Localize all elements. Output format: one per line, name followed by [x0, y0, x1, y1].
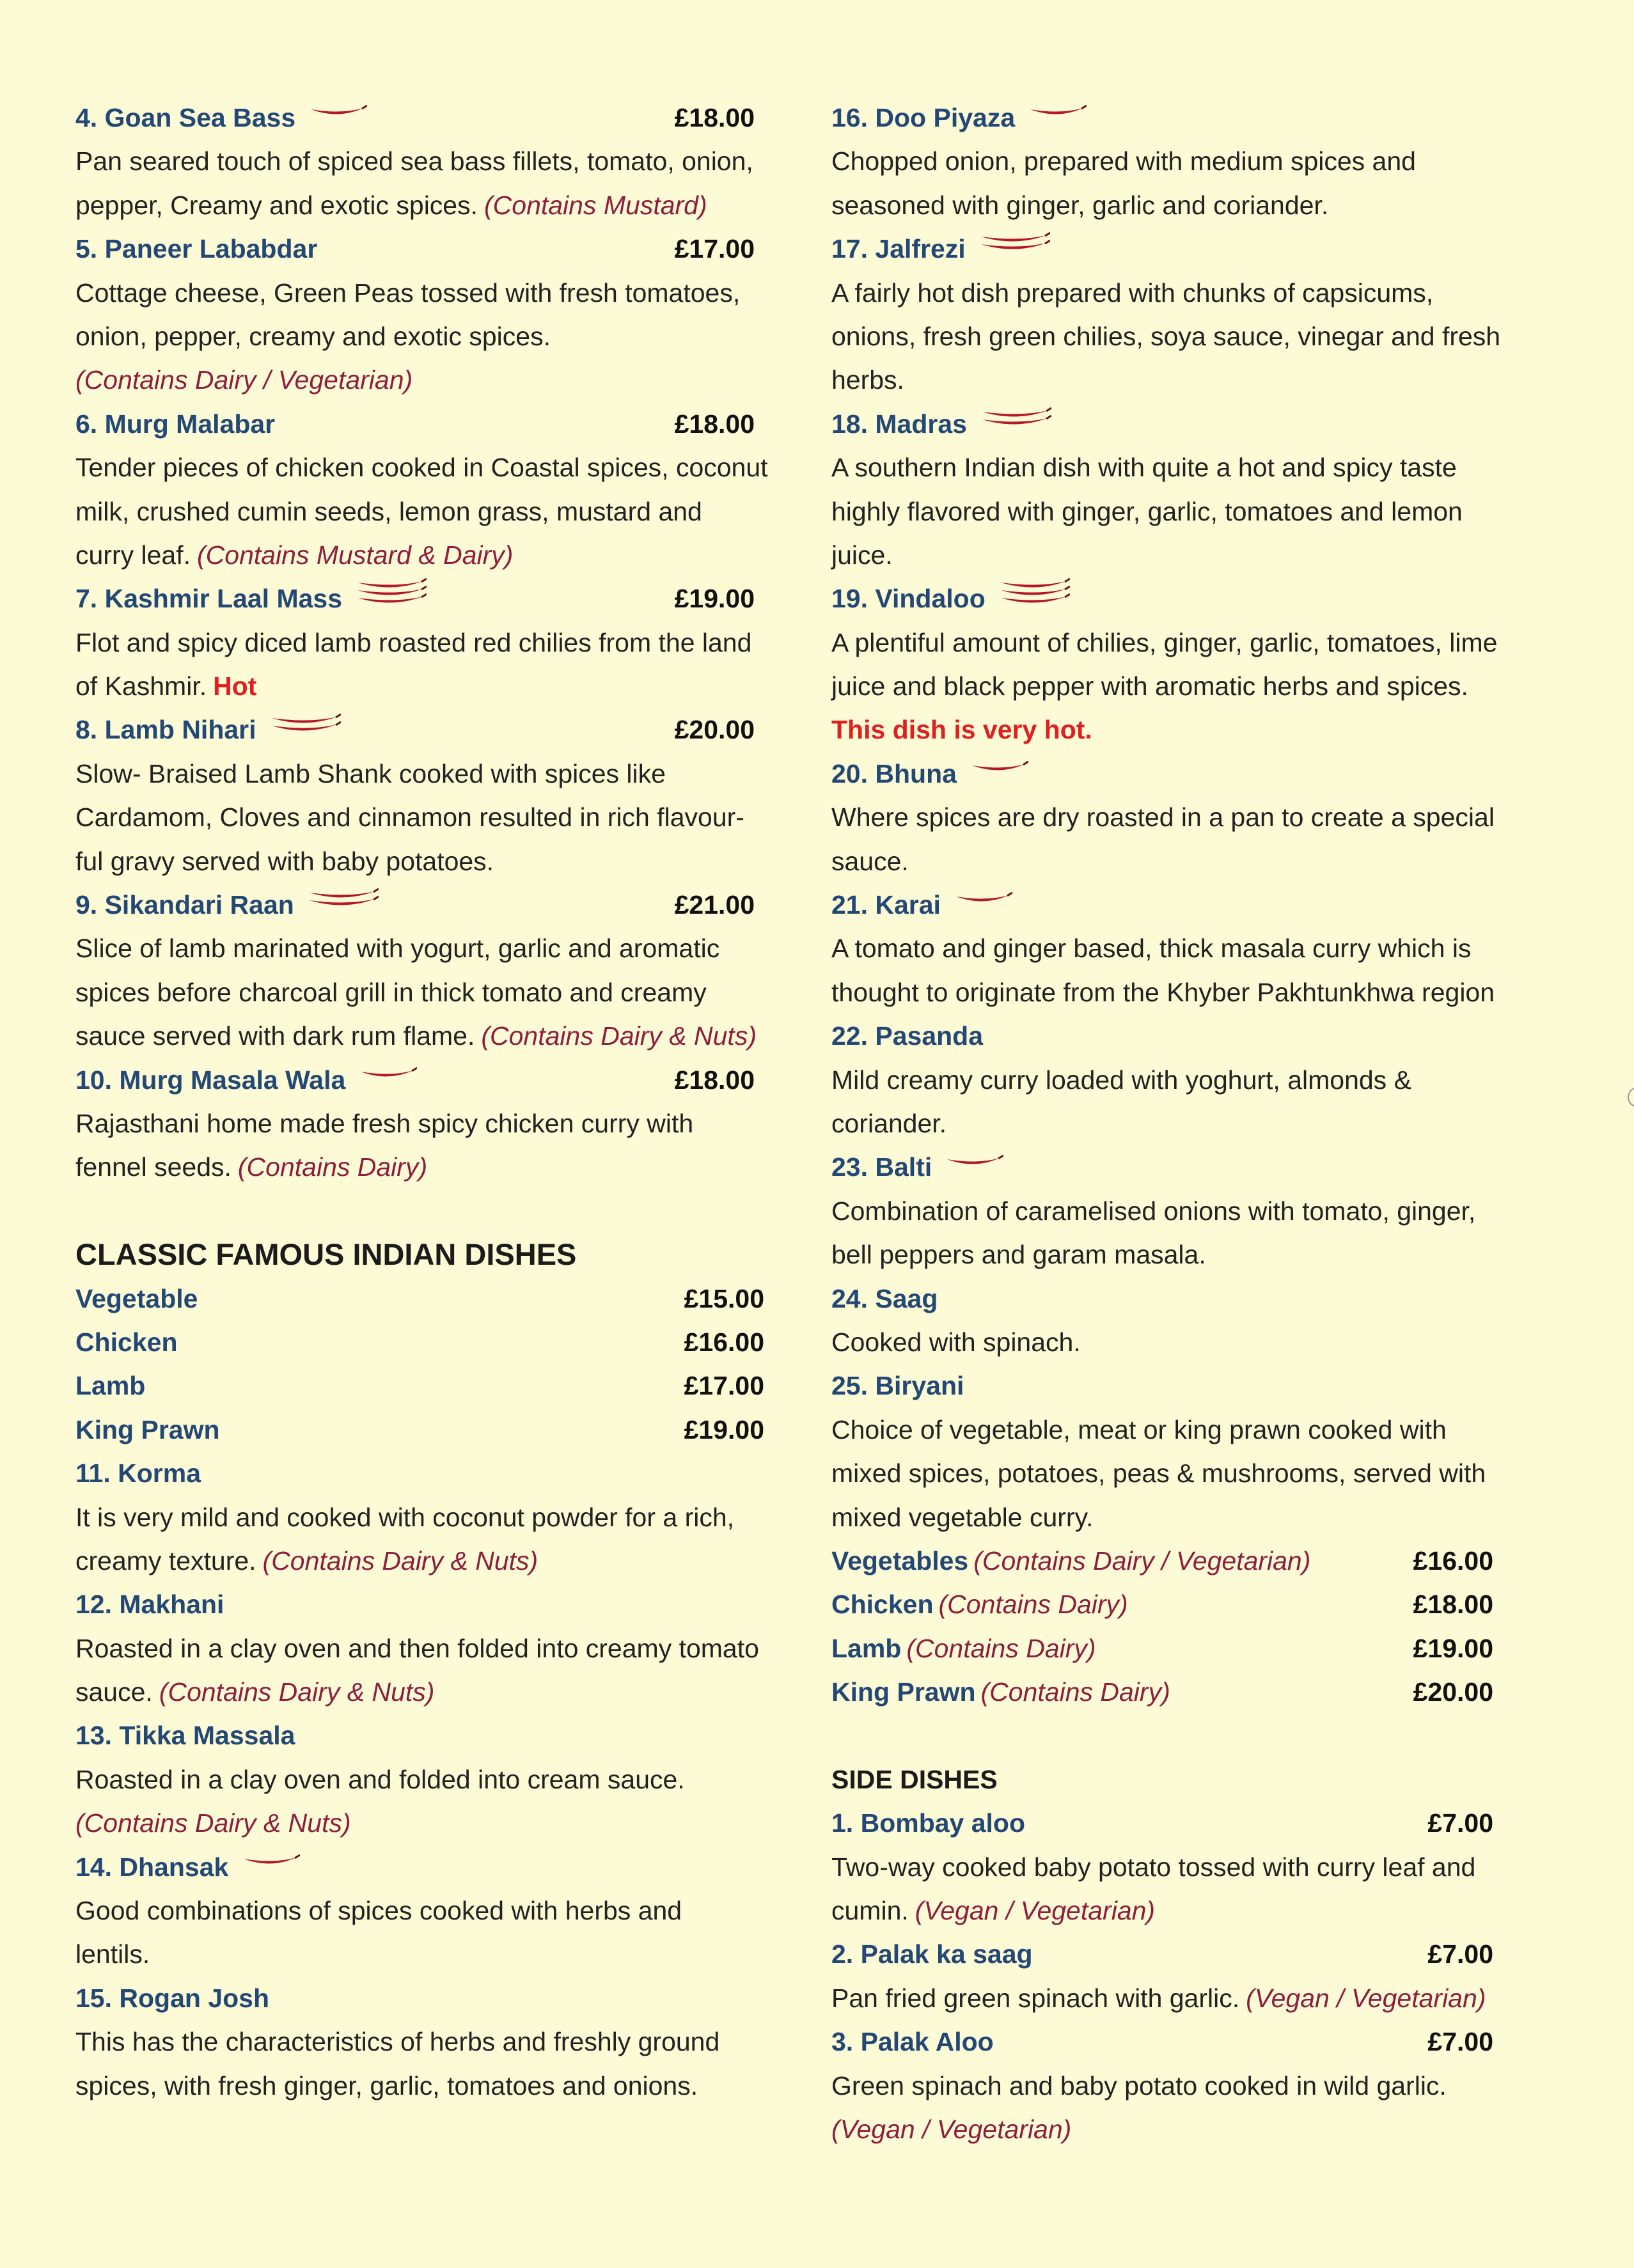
dish-description-line	[831, 2108, 1493, 2151]
description-text: curry leaf.	[75, 540, 191, 570]
price-value: £17.00	[684, 1371, 764, 1401]
dish-description-line	[831, 315, 1501, 358]
description-text: sauce served with dark rum flame.	[75, 1021, 475, 1051]
menu-item-header	[75, 402, 755, 446]
chili-icon	[955, 891, 1012, 908]
description-text: lentils.	[75, 1939, 150, 1969]
menu-item-header	[831, 1932, 1493, 1976]
menu-item-header	[75, 1451, 755, 1495]
description-text: Chopped onion, prepared with medium spices and	[831, 146, 1416, 176]
description-text: Combination of caramelised onions with tomato, ginger,	[831, 1196, 1476, 1226]
dish-description-line	[831, 446, 1493, 489]
dish-description-line	[75, 840, 755, 883]
dish-description-line	[75, 664, 755, 708]
description-text: herbs.	[831, 365, 904, 395]
right-column	[831, 96, 1501, 2151]
dish-title: 9. Sikandari Raan	[75, 890, 294, 920]
menu-item-header	[75, 1976, 755, 2020]
dish-description-line	[75, 621, 755, 664]
dish-description-line	[75, 927, 755, 970]
dish-title: 2. Palak ka saag	[831, 1939, 1033, 1969]
description-text: pepper, Creamy and exotic spices.	[75, 190, 478, 220]
dish-description-line	[75, 1889, 755, 1932]
allergen-note: (Contains Dairy)	[980, 1677, 1170, 1707]
allergen-note: (Contains Dairy & Nuts)	[262, 1545, 538, 1576]
chili-icon	[271, 713, 341, 737]
dish-title: 14. Dhansak	[75, 1852, 229, 1882]
description-text: thought to originate from the Khyber Pakhtunkhwa region	[831, 977, 1495, 1007]
biryani-price-row	[831, 1670, 1493, 1714]
allergen-note: (Contains Dairy & Nuts)	[481, 1021, 757, 1051]
dish-title: 13. Tikka Massala	[75, 1721, 295, 1751]
section-heading: SIDE DISHES	[831, 1764, 998, 1794]
allergen-note: (Contains Dairy)	[938, 1590, 1128, 1620]
price-value: £15.00	[684, 1283, 764, 1313]
description-text: mixed vegetable curry.	[831, 1502, 1094, 1532]
menu-item-header	[831, 96, 1493, 139]
dish-description-line	[75, 1539, 755, 1583]
menu-item-header	[831, 227, 1493, 270]
dish-title: 16. Doo Piyaza	[831, 103, 1016, 132]
description-text: onion, pepper, creamy and exotic spices.	[75, 321, 551, 351]
dish-title: 3. Palak Aloo	[831, 2027, 994, 2057]
dish-description-line	[831, 840, 1493, 883]
description-text: Cardamom, Cloves and cinnamon resulted in rich flavour-	[75, 802, 744, 833]
dish-description-line	[831, 1102, 1493, 1145]
dish-description-line	[831, 358, 1493, 402]
price-label: Chicken	[75, 1327, 178, 1357]
price-value: £20.00	[1413, 1677, 1493, 1707]
dish-description-line	[75, 358, 755, 402]
dish-description-line	[75, 1496, 755, 1539]
description-text: sauce.	[75, 1677, 153, 1707]
dish-description-line	[831, 1189, 1493, 1233]
price-value: £16.00	[1413, 1545, 1493, 1576]
menu-item-header	[75, 883, 755, 927]
dish-description-line	[75, 752, 755, 795]
chili-icon	[242, 1854, 300, 1870]
dish-title: 22. Pasanda	[831, 1021, 984, 1051]
allergen-note: (Contains Dairy & Nuts)	[159, 1677, 435, 1707]
description-text: ful gravy served with baby potatoes.	[75, 846, 494, 876]
hot-label: This dish is very hot.	[831, 715, 1092, 745]
dish-description-line	[831, 184, 1493, 227]
dish-title: 11. Korma	[75, 1459, 201, 1489]
dish-description-line	[75, 1801, 755, 1845]
allergen-note: (Contains Dairy)	[237, 1152, 428, 1182]
dish-description-line	[831, 1233, 1493, 1276]
description-text: creamy texture.	[75, 1545, 256, 1576]
dish-description-line	[75, 490, 755, 533]
dish-description-line	[831, 2064, 1493, 2108]
dish-price: £7.00	[1427, 1808, 1493, 1838]
allergen-note: (Contains Mustard)	[484, 190, 707, 220]
allergen-note: (Contains Dairy / Vegetarian)	[75, 365, 413, 395]
dish-description-line	[831, 1845, 1493, 1889]
dish-title: 19. Vindaloo	[831, 584, 986, 614]
description-text: spices before charcoal grill in thick tomato and creamy	[75, 977, 707, 1007]
dish-description-line	[831, 971, 1493, 1014]
price-label: Lamb	[831, 1633, 902, 1663]
price-label: King Prawn	[75, 1414, 220, 1444]
dish-title: 17. Jalfrezi	[831, 234, 966, 264]
dish-title: 6. Murg Malabar	[75, 409, 276, 439]
dish-description-line	[75, 795, 755, 839]
section-heading: CLASSIC FAMOUS INDIAN DISHES	[75, 1237, 577, 1272]
dish-description-line	[75, 1627, 759, 1670]
description-text: Cottage cheese, Green Peas tossed with fresh tomatoes,	[75, 278, 741, 308]
section-spacer	[831, 1714, 1493, 1757]
menu-item-header	[831, 752, 1493, 795]
dish-description-line	[75, 533, 755, 577]
dish-title: 25. Biryani	[831, 1371, 964, 1401]
description-text: Rajasthani home made fresh spicy chicken curry with	[75, 1108, 694, 1138]
price-label: Lamb	[75, 1371, 146, 1401]
dish-title: 4. Goan Sea Bass	[75, 103, 296, 132]
description-text: coriander.	[831, 1108, 947, 1138]
menu-item-header	[831, 1145, 1493, 1189]
description-text: highly flavored with ginger, garlic, tomatoes and lemon	[831, 496, 1463, 526]
description-text: A tomato and ginger based, thick masala curry which is	[831, 934, 1472, 964]
menu-item-header	[75, 227, 755, 270]
dish-description-line	[831, 621, 1498, 664]
dish-description-line	[831, 664, 1493, 708]
dish-description-line	[831, 927, 1493, 970]
price-label: King Prawn	[831, 1677, 976, 1707]
description-text: Green spinach and baby potato cooked in wild garlic.	[831, 2070, 1447, 2100]
dish-description-line	[75, 971, 755, 1014]
description-text: A fairly hot dish prepared with chunks of capsicums,	[831, 278, 1434, 308]
description-text: Roasted in a clay oven and then folded into creamy tomato	[75, 1633, 759, 1663]
dish-description-line	[831, 1451, 1493, 1495]
description-text: fennel seeds.	[75, 1152, 232, 1182]
section-spacer	[75, 1189, 755, 1233]
dish-title: 23. Balti	[831, 1152, 932, 1182]
dish-price: £18.00	[674, 409, 755, 439]
description-text: sauce.	[831, 846, 909, 876]
dish-title: 24. Saag	[831, 1283, 938, 1313]
chili-icon	[308, 888, 379, 912]
dish-description-line	[831, 1889, 1493, 1932]
dish-description-line	[831, 708, 1493, 751]
menu-item-header	[831, 1364, 1493, 1407]
dish-description-line	[75, 1014, 755, 1058]
price-label: Vegetables	[831, 1545, 969, 1576]
menu-item-header	[831, 883, 1493, 927]
chili-icon	[1029, 104, 1087, 121]
description-text: Slow- Braised Lamb Shank cooked with spices like	[75, 758, 666, 788]
description-text: mixed spices, potatoes, peas & mushrooms, served with	[831, 1459, 1486, 1489]
description-text: Choice of vegetable, meat or king prawn cooked with	[831, 1414, 1447, 1444]
dish-price: £7.00	[1427, 1939, 1493, 1969]
description-text: seasoned with ginger, garlic and coriander.	[831, 190, 1329, 220]
dish-description-line	[75, 139, 755, 183]
dish-price: £21.00	[674, 890, 755, 920]
chili-icon	[980, 231, 1050, 256]
description-text: Cooked with spinach.	[831, 1327, 1081, 1357]
dish-price: £20.00	[674, 715, 755, 745]
menu-item-header	[75, 1714, 755, 1757]
price-row	[75, 1408, 764, 1451]
menu-item-header	[831, 1014, 1493, 1058]
dish-description-line	[831, 1320, 1493, 1364]
description-text: It is very mild and cooked with coconut powder for a rich,	[75, 1502, 735, 1532]
dish-description-line	[75, 184, 755, 227]
menu-item-header	[831, 2020, 1493, 2063]
description-text: Flot and spicy diced lamb roasted red chilies from the land	[75, 627, 752, 657]
allergen-note: (Contains Dairy)	[906, 1633, 1096, 1663]
description-text: A plentiful amount of chilies, ginger, garlic, tomatoes, lime	[831, 627, 1498, 657]
dish-title: 1. Bombay aloo	[831, 1808, 1026, 1838]
description-text: Where spices are dry roasted in a pan to create a special	[831, 802, 1495, 833]
description-text: milk, crushed cumin seeds, lemon grass, mustard and	[75, 496, 702, 526]
price-value: £19.00	[684, 1414, 764, 1444]
dish-description-line	[831, 1976, 1493, 2020]
chili-icon	[946, 1154, 1003, 1171]
dish-description-line	[75, 446, 768, 489]
dish-description-line	[831, 795, 1493, 839]
chili-icon	[1000, 577, 1070, 609]
menu-item-header	[75, 708, 755, 751]
dish-description-line	[831, 533, 1493, 577]
description-text: Good combinations of spices cooked with herbs and	[75, 1896, 682, 1926]
chili-icon	[356, 577, 427, 609]
allergen-note: (Contains Dairy & Nuts)	[75, 1808, 351, 1838]
dish-description-line	[831, 1058, 1493, 1102]
dish-title: 20. Bhuna	[831, 758, 957, 788]
menu-item-header	[831, 402, 1493, 446]
description-text: juice.	[831, 540, 893, 570]
menu-item-header	[75, 1845, 755, 1889]
allergen-note: (Vegan / Vegetarian)	[831, 2114, 1072, 2144]
description-text: Mild creamy curry loaded with yoghurt, almonds &	[831, 1065, 1411, 1095]
dish-title: 15. Rogan Josh	[75, 1983, 270, 2013]
price-label: Chicken	[831, 1590, 934, 1620]
allergen-note: (Contains Mustard & Dairy)	[197, 540, 514, 570]
price-value: £18.00	[1413, 1590, 1493, 1620]
dish-description-line	[831, 271, 1493, 315]
dish-description-line	[75, 315, 755, 358]
menu-item-header	[831, 1801, 1493, 1845]
menu-item-header	[831, 1277, 1493, 1320]
dish-description-line	[75, 1670, 755, 1714]
dish-description-line	[75, 2020, 755, 2063]
description-text: of Kashmir.	[75, 671, 207, 701]
dish-title: 10. Murg Masala Wala	[75, 1065, 346, 1095]
hot-label: Hot	[213, 671, 257, 701]
allergen-note: (Vegan / Vegetarian)	[1246, 1983, 1486, 2013]
description-text: A southern Indian dish with quite a hot and spicy taste	[831, 453, 1457, 483]
price-row	[75, 1364, 764, 1407]
description-text: Tender pieces of chicken cooked in Coastal spices, coconut	[75, 453, 768, 483]
allergen-note: (Vegan / Vegetarian)	[915, 1896, 1156, 1926]
dish-price: £18.00	[674, 103, 755, 132]
dish-title: 8. Lamb Nihari	[75, 715, 256, 745]
dish-price: £19.00	[674, 584, 755, 614]
dish-title: 18. Madras	[831, 409, 967, 439]
menu-item-header	[75, 1058, 755, 1102]
dish-description-line	[75, 1758, 755, 1801]
dish-title: 21. Karai	[831, 890, 941, 920]
biryani-price-row	[831, 1583, 1493, 1626]
biryani-price-row	[831, 1539, 1493, 1583]
dish-price: £18.00	[674, 1065, 755, 1095]
dish-description-line	[75, 1932, 755, 1976]
chili-icon	[359, 1067, 417, 1083]
menu-item-header	[75, 96, 755, 139]
description-text: Roasted in a clay oven and folded into cream sauce.	[75, 1764, 685, 1794]
description-text: cumin.	[831, 1896, 909, 1926]
description-text: Slice of lamb marinated with yogurt, garlic and aromatic	[75, 934, 720, 964]
dish-description-line	[831, 1496, 1493, 1539]
description-text: Pan seared touch of spiced sea bass fillets, tomato, onion,	[75, 146, 753, 176]
dish-price: £17.00	[674, 234, 755, 264]
dish-description-line	[75, 1145, 755, 1189]
dish-description-line	[75, 2064, 755, 2108]
dish-price: £7.00	[1427, 2027, 1493, 2057]
dish-title: 5. Paneer Lababdar	[75, 234, 318, 264]
price-value: £16.00	[684, 1327, 764, 1357]
description-text: bell peppers and garam masala.	[831, 1240, 1206, 1270]
left-column	[75, 96, 768, 2108]
menu-item-header	[75, 1583, 755, 1626]
description-text: spices, with fresh ginger, garlic, tomatoes and onions.	[75, 2070, 698, 2100]
dish-title: 12. Makhani	[75, 1590, 224, 1620]
dish-description-line	[75, 1102, 755, 1145]
dish-description-line	[831, 490, 1493, 533]
price-value: £19.00	[1413, 1633, 1493, 1663]
dish-description-line	[831, 1408, 1493, 1451]
description-text: This has the characteristics of herbs and freshly ground	[75, 2027, 720, 2057]
description-text: Two-way cooked baby potato tossed with curry leaf and	[831, 1852, 1476, 1882]
menu-item-header	[831, 577, 1493, 620]
page-edge-mark	[1628, 1087, 1634, 1107]
menu-item-header	[75, 577, 755, 620]
price-row	[75, 1320, 764, 1364]
description-text: Pan fried green spinach with garlic.	[831, 1983, 1240, 2013]
chili-icon	[981, 407, 1051, 431]
price-label: Vegetable	[75, 1283, 198, 1313]
chili-icon	[971, 760, 1028, 777]
dish-description-line	[831, 139, 1493, 183]
dish-description-line	[75, 271, 755, 315]
price-row	[75, 1277, 764, 1320]
description-text: onions, fresh green chilies, soya sauce, vinegar and fresh	[831, 321, 1501, 351]
description-text: juice and black pepper with aromatic herbs and spices.	[831, 671, 1468, 701]
biryani-price-row	[831, 1627, 1493, 1670]
chili-icon	[310, 104, 367, 121]
allergen-note: (Contains Dairy / Vegetarian)	[973, 1545, 1311, 1576]
dish-title: 7. Kashmir Laal Mass	[75, 584, 343, 614]
